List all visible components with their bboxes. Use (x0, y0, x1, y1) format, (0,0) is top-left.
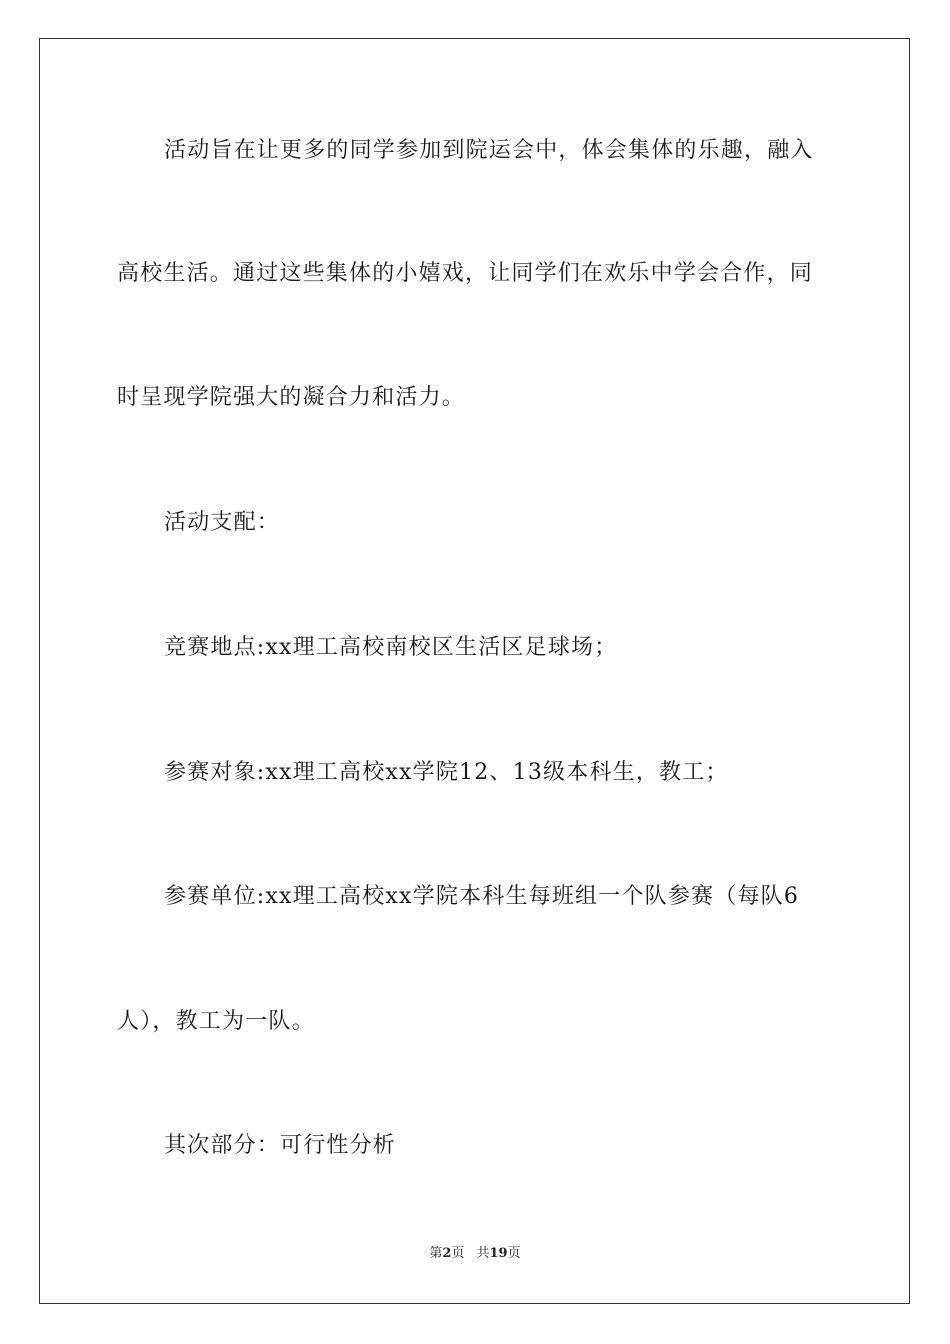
total-suffix: 页 (507, 1246, 521, 1261)
venue-line: 竞赛地点:xx理工高校南校区生活区足球场； (164, 635, 618, 660)
section-heading-feasibility: 其次部分：可行性分析 (164, 1133, 397, 1158)
paragraph-line-3: 时呈现学院强大的凝合力和活力。 (117, 385, 466, 410)
page-number: 2 (442, 1246, 452, 1261)
section-heading-arrangement: 活动支配： (164, 510, 281, 535)
total-prefix: 共 (476, 1246, 490, 1261)
paragraph-line-2: 高校生活。通过这些集体的小嬉戏，让同学们在欢乐中学会合作，同 (117, 261, 814, 286)
participants-line: 参赛对象:xx理工高校xx学院12、13级本科生，教工； (164, 760, 729, 785)
page-suffix: 页 (451, 1246, 465, 1261)
paragraph-line-1: 活动旨在让更多的同学参加到院运会中，体会集体的乐趣，融入 (164, 138, 814, 163)
teams-line: 参赛单位:xx理工高校xx学院本科生每班组一个队参赛（每队6 (164, 884, 800, 909)
page-border (39, 38, 910, 1304)
total-pages: 19 (489, 1246, 508, 1261)
teams-line-continued: 人），教工为一队。 (117, 1009, 315, 1034)
page-footer (0, 1244, 950, 1264)
page-prefix: 第 (429, 1246, 443, 1261)
